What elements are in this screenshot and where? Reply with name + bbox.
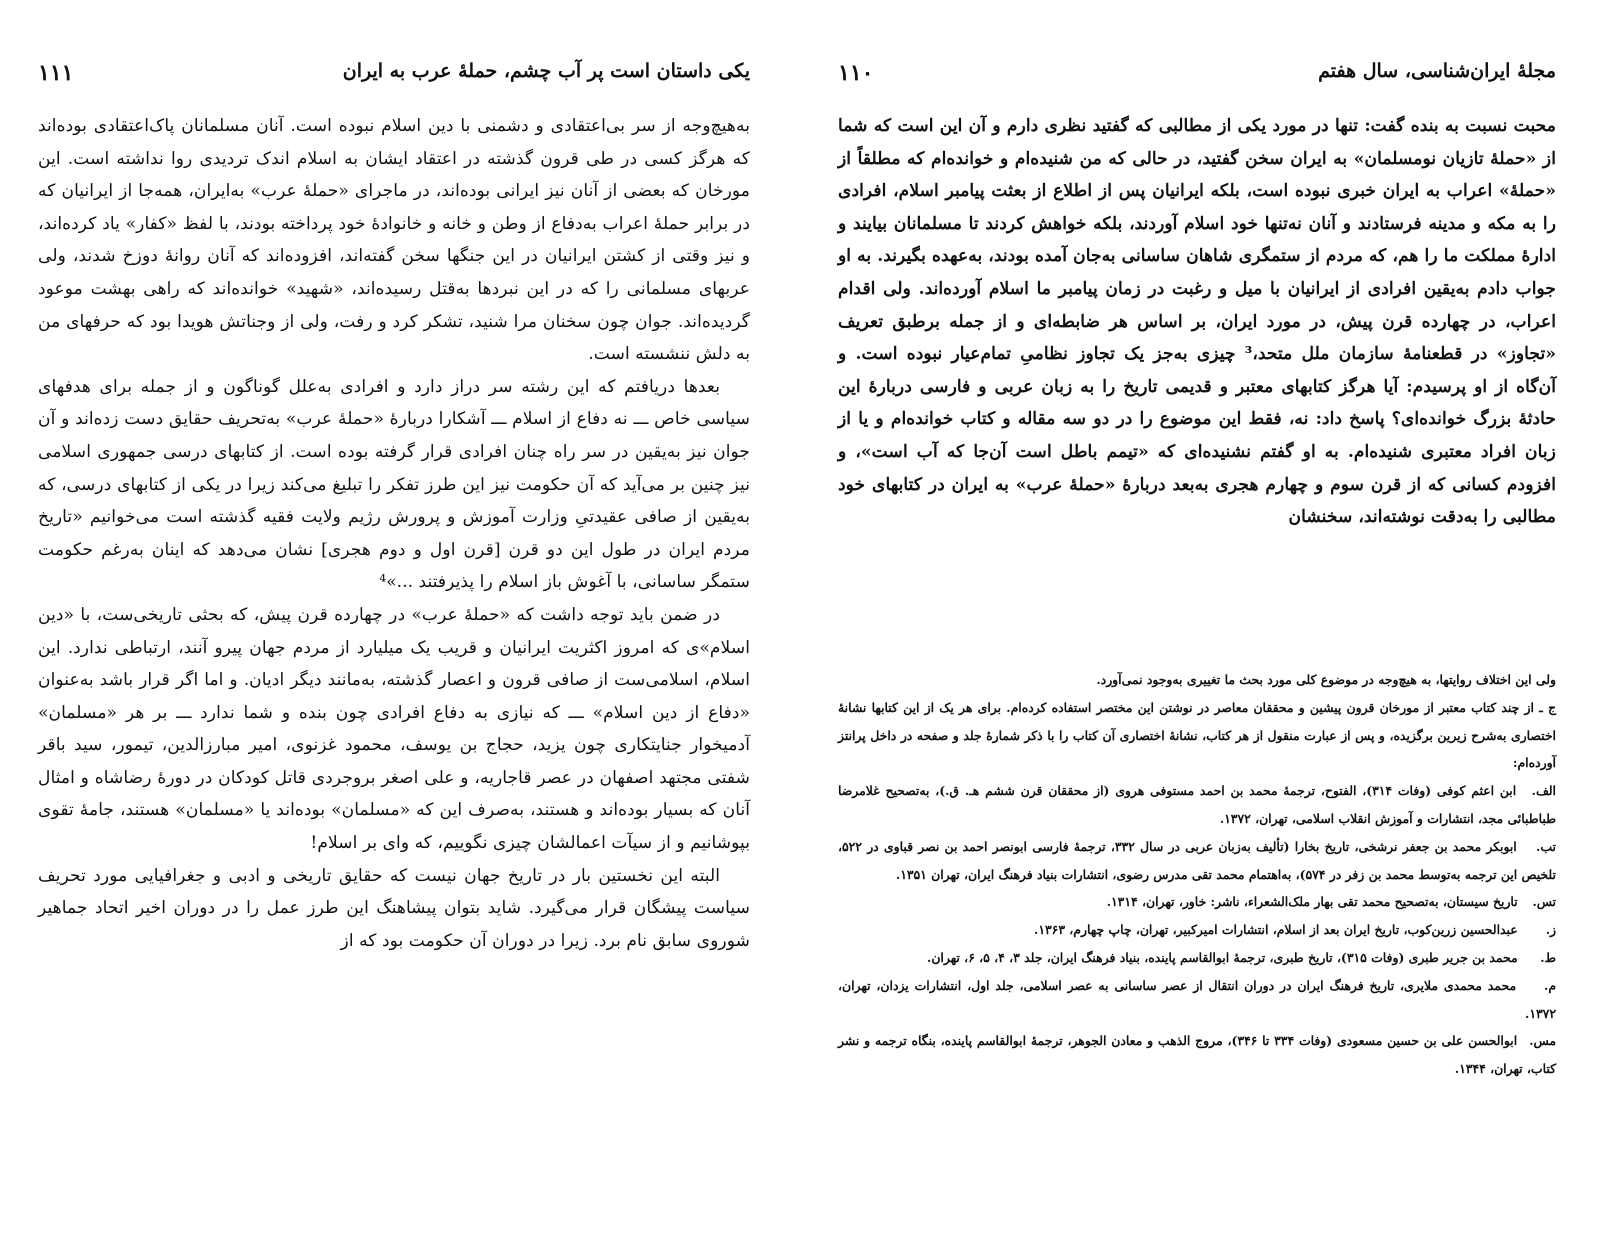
right-header-title: مجلهٔ ایران‌شناسی، سال هفتم: [1318, 60, 1556, 82]
right-page: [838, 0, 1556, 1240]
footnote-text: ج ـ از چند کتاب معتبر از مورخان قرون پیشین و محققان معاصر در نوشتن این مختصر استفاده کرده‌ام. برای هر یک از این کتابها نشانهٔ اختصاری به‌شرح زیرین برگزیده، و پس از عبارت منقول از هر کتاب، نشانهٔ اختصاری آن کتاب را با ذکر شمارهٔ جلد و صفحه در داخل پرانتز آورده‌ام:: [838, 699, 1556, 771]
footnote-text: ابن اعثم کوفی (وفات ۳۱۴)، الفتوح، ترجمهٔ محمد بن احمد مستوفی هروی (از محققان قرن ششم هـ. ق.)، به‌تصحیح غلامرضا طباطبائی مجد، انتشارات و آموزش انقلاب اسلامی، تهران، ۱۳۷۲.: [838, 783, 1556, 826]
footnote-ts: [838, 888, 1556, 916]
footnote-1: [838, 694, 1556, 777]
left-paragraph-3: در ضمن باید توجه داشت که «حملهٔ عرب» در چهارده قرن پیش، که بحثی تاریخی‌ست، با «دین اسلام»ی که امروز اکثریت ایرانیان و قریب یک میلیارد از مردم جهان پیرو آنند، ارتباطی ندارد. این اسلام، اسلامی‌ست از صافی قرون و اعصار گذشته، به‌مانند دیگر ادیان. و اما اگر قرار باشد به‌عنوان «دفاع از دین اسلام» ـــ که نیازی به دفاع افرادی چون بنده و شما ندارد ـــ بر هر «مسلمان» آدمیخوار جنایتکاری چون یزید، حجاج بن یوسف، محمود غزنوی، امیر مبارزالدین، تیمور، سید باقر شفتی مجتهد اصفهان در عصر قاجاریه، و علی اصغر بروجردی قاتل کودکان در دورهٔ رضاشاه و امثال آنان که بسیار بوده‌اند و هستند، به‌صرف این که «مسلمان» بوده‌اند یا «مسلمان» هستند، جامهٔ تقوی بپوشانیم و از سیآت اعمالشان چیزی نگوییم، که وای بر اسلام!: [38, 604, 750, 854]
left-page-body: [38, 110, 750, 957]
footnote-label: مس.: [1529, 1033, 1556, 1049]
footnote-label: تب.: [1536, 838, 1556, 854]
footnote-label: ز.: [1545, 922, 1556, 938]
footnote-m: [838, 972, 1556, 1028]
footnote-label: م.: [1544, 977, 1556, 993]
left-running-head: [38, 60, 750, 94]
left-page-number: ۱۱۱: [38, 60, 74, 86]
footnote-text: ولی این اختلاف روایتها، به هیچ‌وجه در موضوع کلی مورد بحث ما تغییری به‌وجود نمی‌آورد.: [1096, 672, 1556, 687]
right-paragraph-1: محبت نسبت به بنده گفت: تنها در مورد یکی از مطالبی که گفتید نظری دارم و آن این است که شما از «حملهٔ تازیان نومسلمان» به ایران سخن گفتید، در حالی که من شنیده‌ام و خوانده‌ام که مطلقاً از «حملهٔ» اعراب به ایران خبری نبوده است، بلکه ایرانیان پس از اطلاع از بعثت پیامبر اسلام، افرادی را به مکه و مدینه فرستادند و آنان نه‌تنها خود اسلام آوردند، بلکه خواهش کردند تا مسلمانان بیایند و ادارهٔ مملکت ما را هم، که مردم از ستمگری شاهان ساسانی به‌جان آمده بودند، به‌عهده بگیرند. به او جواب دادم به‌یقین افرادی از ایرانیان با میل و رغبت در زمان پیامبر ما اسلام آورده‌اند. ولی اقدام اعراب، در چهارده قرن پیش، در مورد ایران، بر اساس هر ضابطه‌ای و از جمله برطبق تعریف «تجاوز» در قطعنامهٔ سازمان ملل متحد،³ چیزی به‌جز یک تجاوز نظامیِ تمام‌عیار نبوده است. و آن‌گاه از او پرسیدم: آیا هرگز کتابهای معتبر و قدیمی تاریخ را به زبان عربی و فارسی دربارهٔ این حادثهٔ بزرگ خوانده‌ای؟ پاسخ داد: نه، فقط این موضوع را در دو سه مقاله و کتاب خوانده‌ام و یا از زبان افراد معتبری شنیده‌ام. به او گفتم نشنیده‌ای که «تیمم باطل است آن‌جا که آب است»، و افزودم کسانی که از قرن سوم و چهارم هجری به‌بعد دربارهٔ «حملهٔ عرب» به ایران در کتابهای خود مطالبی را به‌دقت نوشته‌اند، سخنشان: [838, 116, 1557, 528]
right-page-body: [838, 110, 1556, 534]
footnote-label: الف.: [1531, 783, 1556, 799]
right-page-number: ۱۱۰: [838, 60, 874, 86]
footnote-0: [838, 666, 1556, 694]
footnote-text: تاریخ سیستان، به‌تصحیح محمد تقی بهار ملک‌الشعراء، ناشر: خاور، تهران، ۱۳۱۴.: [1106, 894, 1518, 910]
left-page: [38, 0, 750, 1240]
footnote-text: ابوبکر محمد بن جعفر نرشخی، تاریخ بخارا (تألیف به‌زبان عربی در سال ۳۳۲، ترجمهٔ فارسی ابونصر احمد بن نصر قباوی در ۵۲۲، تلخیص این ترجمه به‌توسط محمد بن زفر در ۵۷۴)، به‌اهتمام محمد تقی مدرس رضوی، انتشارات بنیاد فرهنگ ایران، تهران ۱۳۵۱.: [838, 838, 1556, 882]
footnote-text: عبدالحسین زرین‌کوب، تاریخ ایران بعد از اسلام، انتشارات امیرکبیر، تهران، چاپ چهارم، ۱۳۶۳.: [1034, 922, 1518, 938]
footnote-alef: [838, 777, 1556, 833]
footnotes: [838, 666, 1556, 1083]
left-paragraph-2: بعدها دریافتم که این رشته سر دراز دارد و افرادی به‌علل گوناگون و از جمله برای هدفهای سیاسی خاص ـــ نه دفاع از اسلام ـــ آشکارا دربارهٔ «حملهٔ عرب» به‌تحریف حقایق دست زده‌اند و آن جوان نیز به‌یقین در سر راه چنان افرادی قرار گرفته بوده است. از کتابهای درسی جمهوری اسلامی نیز چنین بر می‌آید که آن حکومت نیز این طرز تفکر را تبلیغ می‌کند زیرا در یکی از کتابهای درسی، که به‌یقین از صافی عقیدتیِ وزارت آموزش و پرورش رژیم ولایت فقیه گذشته است می‌خوانیم «تاریخ مردم ایران در طول این دو قرن [قرن اول و دوم هجری] نشان می‌دهد که اینان به‌رغم حکومت ستمگر ساسانی، با آغوش باز اسلام را پذیرفتند ...»⁴: [38, 376, 750, 593]
footnote-text: محمد بن جریر طبری (وفات ۳۱۵)، تاریخ طبری، ترجمهٔ ابوالقاسم پاینده، بنیاد فرهنگ ایران، جلد ۳، ۴، ۵، ۶، تهران.: [927, 949, 1518, 965]
footnote-text: ابوالحسن علی بن حسین مسعودی (وفات ۳۳۴ تا ۳۴۶)، مروج الذهب و معادن الجوهر، ترجمهٔ ابوالقاسم پاینده، بنگاه ترجمه و نشر کتاب، تهران، ۱۳۴۴.: [838, 1033, 1556, 1077]
footnote-tb: [838, 833, 1556, 889]
footnote-ms: [838, 1027, 1556, 1083]
left-header-title: یکی داستان است پر آب چشم، حملهٔ عرب به ایران: [342, 60, 750, 82]
right-running-head: [838, 60, 1556, 94]
footnote-t: [838, 944, 1556, 972]
footnote-label: ط.: [1540, 949, 1556, 965]
footnote-text: محمد محمدی ملایری، تاریخ فرهنگ ایران در دوران انتقال از عصر ساسانی به عصر اسلامی، جلد اول، انتشارات یزدان، تهران، ۱۳۷۲.: [838, 977, 1556, 1021]
left-paragraph-4: البته این نخستین بار در تاریخ جهان نیست که حقایق تاریخی و ادبی و جغرافیایی مورد تحریف سیاست پیشگان قرار می‌گیرد. شاید بتوان پیشاهنگ این طرز عمل را در دوران اخیر اتحاد جماهیر شوروی سابق نام برد. زیرا در دوران آن حکومت بود که از: [38, 865, 750, 951]
footnote-z: [838, 916, 1556, 944]
left-paragraph-1: به‌هیچ‌وجه از سر بی‌اعتقادی و دشمنی با دین اسلام نبوده است. آنان مسلمانان پاک‌اعتقادی بوده‌اند که هرگز کسی در طی قرون گذشته در اعتقاد ایشان به اسلام اندک تردیدی روا نداشته است. این مورخان که بعضی از آنان نیز ایرانی بوده‌اند، در ماجرای «حملهٔ عرب» به‌ایران، همه‌جا از ایرانیان که در برابر حملهٔ اعراب به‌دفاع از وطن و خانه و خانوادهٔ خود پرداخته بودند، با لفظ «کفار» یاد کرده‌اند، و نیز وقتی از کشتن ایرانیان در این جنگها سخن گفته‌اند، افزوده‌اند که آنان روانهٔ دوزخ شدند، ولی عربهای مسلمانی را که در این نبردها به‌قتل رسیده‌اند، «شهید» خوانده‌اند که راهی بهشت موعود گردیده‌اند. جوان چون سخنان مرا شنید، تشکر کرد و رفت، ولی از وجناتش هویدا بود که حرفهای من به دلش ننشسته است.: [38, 116, 750, 365]
footnote-label: تس.: [1532, 894, 1556, 910]
